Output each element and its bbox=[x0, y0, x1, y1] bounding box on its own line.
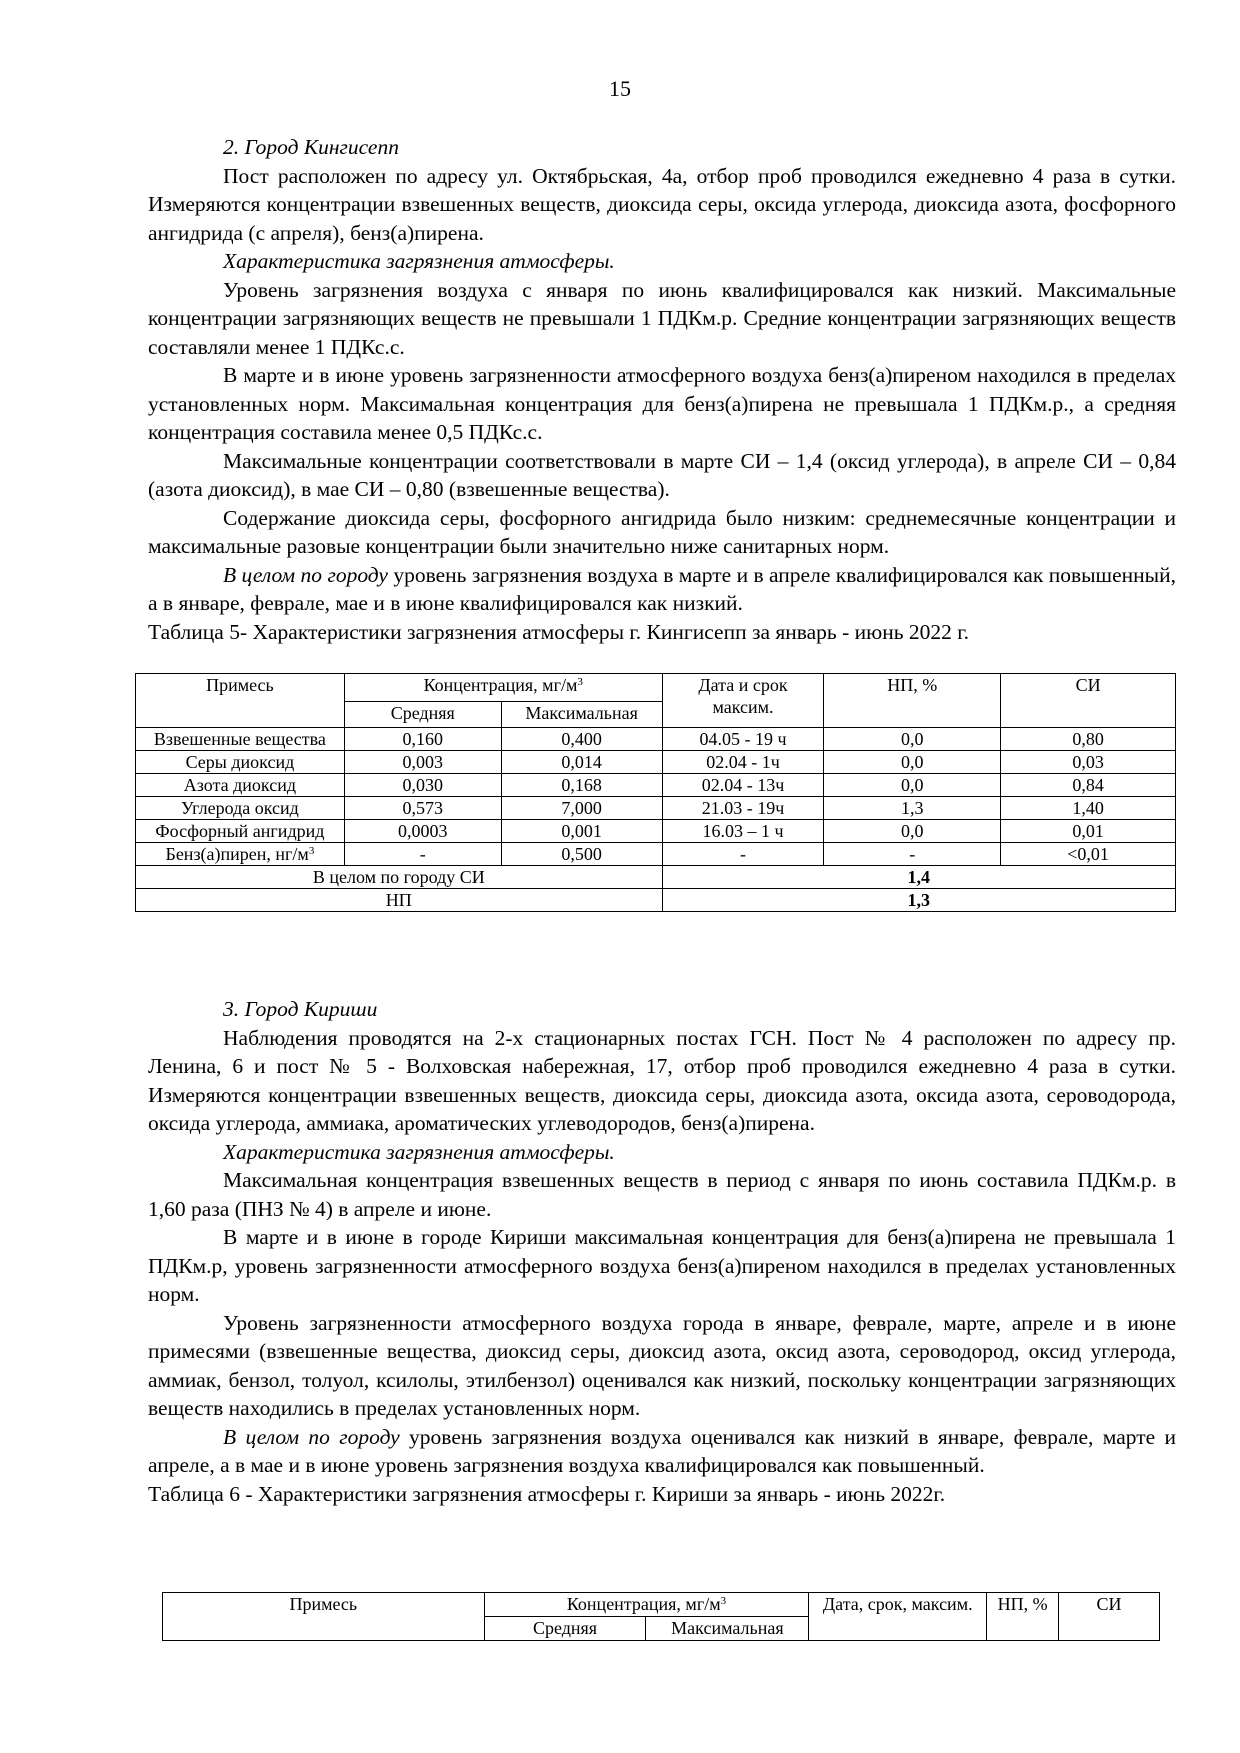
cell-max: 0,014 bbox=[501, 751, 662, 774]
header-date: Дата и срок максим. bbox=[662, 674, 824, 728]
header-max: Максимальная bbox=[501, 702, 662, 728]
page-number: 15 bbox=[609, 76, 631, 101]
cell-impurity: Бенз(а)пирен, $нг/м^3$ bbox=[136, 843, 345, 866]
cell-impurity: Серы диоксид bbox=[136, 751, 345, 774]
cell-avg: 0,003 bbox=[344, 751, 501, 774]
cell-date: 02.04 - 1ч bbox=[662, 751, 824, 774]
section-kirishi bbox=[148, 995, 1176, 1508]
cell-si: 0,03 bbox=[1001, 751, 1176, 774]
header-concentration: Концентрация, $мг/м^3$ bbox=[344, 674, 662, 702]
header-si: СИ bbox=[1001, 674, 1176, 728]
paragraph: Содержание диоксида серы, фосфорного ангидрида было низким: среднемесячные концентрации и максимальные разовые концентрации были значительно ниже санитарных норм. bbox=[148, 505, 1176, 558]
table-row bbox=[136, 820, 1176, 843]
cell-max: 0,500 bbox=[501, 843, 662, 866]
cell-date: 04.05 - 19 ч bbox=[662, 728, 824, 751]
cell-max: 7,000 bbox=[501, 797, 662, 820]
table-row bbox=[136, 728, 1176, 751]
header-concentration: Концентрация, $мг/м^3$ bbox=[484, 1593, 809, 1617]
header-avg: Средняя bbox=[344, 702, 501, 728]
cell-avg: 0,0003 bbox=[344, 820, 501, 843]
cell-impurity: Азота диоксид bbox=[136, 774, 345, 797]
cell-avg: 0,030 bbox=[344, 774, 501, 797]
cell-date: 02.04 - 13ч bbox=[662, 774, 824, 797]
table-row bbox=[136, 797, 1176, 820]
table-summary-row bbox=[136, 889, 1176, 912]
header-np: НП, % bbox=[824, 674, 1001, 728]
cell-np: 0,0 bbox=[824, 751, 1001, 774]
paragraph: Максимальные концентрации соответствовали в марте СИ – 1,4 (оксид углерода), в апреле СИ – 0,84 (азота диоксид), в мае СИ – 0,80 (взвешенные вещества). bbox=[148, 448, 1176, 501]
summary-label: НП bbox=[136, 889, 663, 912]
table-caption: Таблица 5- Характеристики загрязнения атмосферы г. Кингисепп за январь - июнь 2022 г. bbox=[148, 619, 970, 644]
table-caption: Таблица 6 - Характеристики загрязнения атмосферы г. Кириши за январь - июнь 2022г. bbox=[148, 1481, 946, 1506]
cell-impurity: Фосфорный ангидрид bbox=[136, 820, 345, 843]
cell-max: 0,168 bbox=[501, 774, 662, 797]
section-subheading: Характеристика загрязнения атмосферы. bbox=[223, 249, 615, 273]
cell-avg: - bbox=[344, 843, 501, 866]
section-subheading: Характеристика загрязнения атмосферы. bbox=[223, 1139, 615, 1164]
header-date: Дата, срок, максим. bbox=[809, 1593, 987, 1641]
paragraph: Максимальная концентрация взвешенных веществ в период с января по июнь составила ПДКм.р. в 1,60 раза (ПНЗ № 4) в апреле и июне. bbox=[148, 1168, 1176, 1221]
cell-np: 1,3 bbox=[824, 797, 1001, 820]
paragraph: В марте и в июне в городе Кириши максимальная концентрация для бенз(а)пирена не превышала 1 ПДКм.р, уровень загрязненности атмосферного воздуха бенз(а)пиреном находился в пределах установленных норм. bbox=[148, 1225, 1176, 1306]
cell-max: 0,001 bbox=[501, 820, 662, 843]
cell-si: 1,40 bbox=[1001, 797, 1176, 820]
section-intro: Пост расположен по адресу ул. Октябрьская, 4а, отбор проб проводился ежедневно 4 раза в сутки. Измеряются концентрации взвешенных веществ, диоксида серы, оксида углерода, диоксида азота, фосфорного ангидрида (с апреля), бенз(а)пирена. bbox=[148, 163, 1176, 245]
header-np: НП, % bbox=[987, 1593, 1059, 1641]
cell-si: 0,80 bbox=[1001, 728, 1176, 751]
table-row bbox=[136, 843, 1176, 866]
table-kingisepp bbox=[135, 673, 1176, 912]
header-max: Максимальная bbox=[646, 1617, 809, 1641]
paragraph-summary: В целом по городу уровень загрязнения воздуха оценивался как низкий в январе, феврале, марте и апреле, а в мае и в июне уровень загрязнения воздуха квалифицировался как повышенный. bbox=[148, 1424, 1176, 1477]
cell-impurity: Взвешенные вещества bbox=[136, 728, 345, 751]
paragraph-summary: В целом по городу уровень загрязнения воздуха в марте и в апреле квалифицировался как повышенный, а в январе, феврале, мае и в июне квалифицировался как низкий. bbox=[148, 562, 1176, 615]
cell-impurity: Углерода оксид bbox=[136, 797, 345, 820]
paragraph: Уровень загрязнения воздуха с января по июнь квалифицировался как низкий. Максимальные концентрации загрязняющих веществ не превышали 1 ПДКм.р. Средние концентрации загрязняющих веществ составляли менее 1 ПДКс.с. bbox=[148, 277, 1176, 359]
section-heading: 2. Город Кингисепп bbox=[223, 135, 399, 159]
cell-np: 0,0 bbox=[824, 820, 1001, 843]
summary-value: 1,3 bbox=[662, 889, 1175, 912]
cell-np: 0,0 bbox=[824, 774, 1001, 797]
cell-avg: 0,160 bbox=[344, 728, 501, 751]
cell-si: 0,84 bbox=[1001, 774, 1176, 797]
cell-np: 0,0 bbox=[824, 728, 1001, 751]
paragraph: Уровень загрязненности атмосферного воздуха города в январе, феврале, марте, апреле и в июне примесями (взвешенные вещества, диоксид серы, диоксид азота, оксид азота, сероводород, оксид углерода, аммиак, бензол, толуол, ксилолы, этилбензол) оценивался как низкий, поскольку концентрации загрязняющих веществ находились в пределах установленных норм. bbox=[148, 1310, 1176, 1420]
cell-date: 16.03 – 1 ч bbox=[662, 820, 824, 843]
table-summary-row bbox=[136, 866, 1176, 889]
cell-max: 0,400 bbox=[501, 728, 662, 751]
cell-si: 0,01 bbox=[1001, 820, 1176, 843]
summary-label: В целом по городу СИ bbox=[136, 866, 663, 889]
table-row bbox=[136, 751, 1176, 774]
header-avg: Средняя bbox=[484, 1617, 646, 1641]
cell-avg: 0,573 bbox=[344, 797, 501, 820]
table-kirishi bbox=[162, 1592, 1160, 1641]
header-si: СИ bbox=[1059, 1593, 1160, 1641]
summary-value: 1,4 bbox=[662, 866, 1175, 889]
cell-date: 21.03 - 19ч bbox=[662, 797, 824, 820]
paragraph: В марте и в июне уровень загрязненности атмосферного воздуха бенз(а)пиреном находился в пределах установленных норм. Максимальная концентрация для бенз(а)пирена не превышала 1 ПДКм.р., а средняя концентрация составила менее 0,5 ПДКс.с. bbox=[148, 363, 1176, 444]
section-heading: 3. Город Кириши bbox=[223, 997, 378, 1021]
cell-np: - bbox=[824, 843, 1001, 866]
section-intro: Наблюдения проводятся на 2-х стационарных постах ГСН. Пост № 4 расположен по адресу пр. Ленина, 6 и пост № 5 - Волховская набережная, 17, отбор проб проводился ежедневно 4 раза в сутки. Измеряются концентрации взвешенных веществ, диоксида серы, диоксида азота, оксида азота, сероводорода, оксида углерода, аммиака, ароматических углеводородов, бенз(а)пирена. bbox=[148, 1025, 1176, 1135]
cell-date: - bbox=[662, 843, 824, 866]
cell-si: <0,01 bbox=[1001, 843, 1176, 866]
section-kingisepp bbox=[148, 133, 1176, 646]
header-impurity: Примесь bbox=[163, 1593, 485, 1641]
table-row bbox=[136, 774, 1176, 797]
header-impurity: Примесь bbox=[136, 674, 345, 728]
